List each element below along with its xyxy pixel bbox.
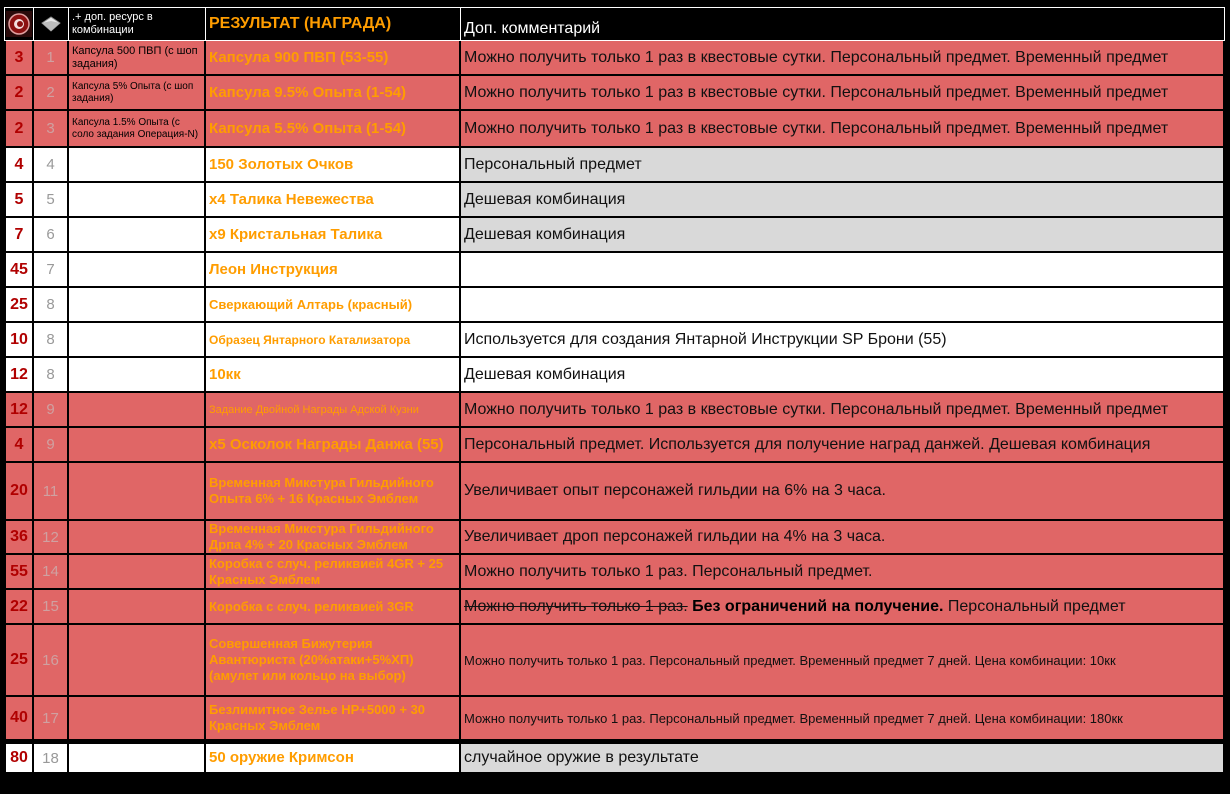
index-cell: 17	[34, 697, 69, 741]
reward-cell: Задание Двойной Награды Адской Кузни	[206, 393, 461, 428]
comment-cell: Персональный предмет. Используется для получение наград данжей. Дешевая комбинация	[461, 428, 1225, 463]
comment-cell: Увеличивает дроп персонажей гильдии на 4% на 3 часа.	[461, 521, 1225, 555]
header-comment: Доп. комментарий	[461, 7, 1225, 41]
comment-cell	[461, 590, 1225, 625]
header-result: РЕЗУЛЬТАТ (НАГРАДА)	[206, 7, 461, 41]
reward-cell: 10кк	[206, 358, 461, 393]
comment-cell: случайное оружие в результате	[461, 741, 1225, 774]
table-row	[4, 393, 1225, 428]
index-cell: 16	[34, 625, 69, 697]
extra-resource-cell	[69, 741, 206, 774]
cost-cell: 40	[4, 697, 34, 741]
reward-cell: Временная Микстура Гильдийного Опыта 6% + 16 Красных Эмблем	[206, 463, 461, 521]
index-cell: 5	[34, 183, 69, 218]
table-row	[4, 253, 1225, 288]
reward-cell: Леон Инструкция	[206, 253, 461, 288]
comment-cell: Персональный предмет	[461, 148, 1225, 183]
extra-resource-cell	[69, 521, 206, 555]
index-cell: 2	[34, 76, 69, 111]
reward-cell: Временная Микстура Гильдийного Дрпа 4% + 20 Красных Эмблем	[206, 521, 461, 555]
extra-resource-cell	[69, 358, 206, 393]
extra-resource-cell	[69, 697, 206, 741]
table-row	[4, 183, 1225, 218]
index-cell: 18	[34, 741, 69, 774]
comment-cell: Можно получить только 1 раз в квестовые сутки. Персональный предмет. Временный предмет	[461, 393, 1225, 428]
extra-resource-cell	[69, 463, 206, 521]
comment-cell: Используется для создания Янтарной Инструкции SP Брони (55)	[461, 323, 1225, 358]
index-cell: 15	[34, 590, 69, 625]
table-row	[4, 358, 1225, 393]
index-cell: 8	[34, 323, 69, 358]
index-cell: 1	[34, 41, 69, 76]
table-header-row	[4, 7, 1225, 41]
cost-cell: 10	[4, 323, 34, 358]
extra-resource-cell	[69, 183, 206, 218]
comment-cell: Дешевая комбинация	[461, 358, 1225, 393]
table-row	[4, 288, 1225, 323]
table-row	[4, 521, 1225, 555]
comment-cell: Увеличивает опыт персонажей гильдии на 6% на 3 часа.	[461, 463, 1225, 521]
cost-cell: 80	[4, 741, 34, 774]
cost-cell: 22	[4, 590, 34, 625]
extra-resource-cell	[69, 590, 206, 625]
index-cell: 7	[34, 253, 69, 288]
extra-resource-cell	[69, 555, 206, 590]
reward-cell: x5 Осколок Награды Данжа (55)	[206, 428, 461, 463]
reward-cell: Сверкающий Алтарь (красный)	[206, 288, 461, 323]
index-cell: 3	[34, 111, 69, 148]
table-row	[4, 323, 1225, 358]
table-row	[4, 41, 1225, 76]
reward-cell: 50 оружие Кримсон	[206, 741, 461, 774]
extra-resource-cell: Капсула 500 ПВП (с шоп задания)	[69, 41, 206, 76]
reward-cell: 150 Золотых Очков	[206, 148, 461, 183]
table-row	[4, 555, 1225, 590]
index-cell: 8	[34, 358, 69, 393]
crystal-icon	[38, 11, 64, 37]
table-row	[4, 590, 1225, 625]
cost-cell: 2	[4, 111, 34, 148]
reward-cell: Капсула 9.5% Опыта (1-54)	[206, 76, 461, 111]
header-crest-cell	[4, 7, 34, 41]
comment-cell: Можно получить только 1 раз в квестовые сутки. Персональный предмет. Временный предмет	[461, 76, 1225, 111]
extra-resource-cell	[69, 625, 206, 697]
extra-resource-cell	[69, 288, 206, 323]
extra-resource-cell: Капсула 1.5% Опыта (с соло задания Операция-N)	[69, 111, 206, 148]
table-row	[4, 463, 1225, 521]
extra-resource-cell	[69, 218, 206, 253]
comment-cell: Дешевая комбинация	[461, 218, 1225, 253]
index-cell: 11	[34, 463, 69, 521]
index-cell: 8	[34, 288, 69, 323]
extra-resource-cell	[69, 148, 206, 183]
table-row	[4, 218, 1225, 253]
cost-cell: 55	[4, 555, 34, 590]
header-crystal-cell	[34, 7, 69, 41]
extra-resource-cell	[69, 253, 206, 288]
comment-cell: Дешевая комбинация	[461, 183, 1225, 218]
reward-cell: Коробка с случ. реликвией 3GR	[206, 590, 461, 625]
cost-cell: 5	[4, 183, 34, 218]
index-cell: 14	[34, 555, 69, 590]
extra-resource-cell	[69, 323, 206, 358]
index-cell: 12	[34, 521, 69, 555]
comment-cell: Можно получить только 1 раз. Персональный предмет. Временный предмет 7 дней. Цена комбинации: 10кк	[461, 625, 1225, 697]
table-row	[4, 428, 1225, 463]
comment-cell: Можно получить только 1 раз. Персональный предмет.	[461, 555, 1225, 590]
comment-cell: Можно получить только 1 раз в квестовые сутки. Персональный предмет. Временный предмет	[461, 111, 1225, 148]
table-row	[4, 111, 1225, 148]
comment-tail: Персональный предмет	[947, 597, 1126, 615]
comment-cell: Можно получить только 1 раз в квестовые сутки. Персональный предмет. Временный предмет	[461, 41, 1225, 76]
cost-cell: 12	[4, 393, 34, 428]
cost-cell: 4	[4, 428, 34, 463]
extra-resource-cell	[69, 393, 206, 428]
comment-cell	[461, 253, 1225, 288]
reward-cell: x9 Кристальная Талика	[206, 218, 461, 253]
cost-cell: 12	[4, 358, 34, 393]
table-row	[4, 741, 1225, 774]
red-crest-icon	[6, 11, 32, 37]
cost-cell: 25	[4, 288, 34, 323]
reward-cell: Коробка с случ. реликвией 4GR + 25 Красных Эмблем	[206, 555, 461, 590]
cost-cell: 7	[4, 218, 34, 253]
cost-cell: 2	[4, 76, 34, 111]
index-cell: 9	[34, 393, 69, 428]
cost-cell: 45	[4, 253, 34, 288]
comment-strikethrough: Можно получить только 1 раз.	[464, 597, 688, 615]
cost-cell: 20	[4, 463, 34, 521]
comment-cell: Можно получить только 1 раз. Персональный предмет. Временный предмет 7 дней. Цена комбинации: 180кк	[461, 697, 1225, 741]
reward-cell: Капсула 5.5% Опыта (1-54)	[206, 111, 461, 148]
header-extra-resource: .+ доп. ресурс в комбинации	[69, 7, 206, 41]
table-row	[4, 148, 1225, 183]
reward-cell: Безлимитное Зелье HP+5000 + 30 Красных Эмблем	[206, 697, 461, 741]
table-row	[4, 76, 1225, 111]
cost-cell: 4	[4, 148, 34, 183]
reward-table	[4, 7, 1225, 774]
cost-cell: 25	[4, 625, 34, 697]
reward-cell: x4 Талика Невежества	[206, 183, 461, 218]
reward-cell: Совершенная Бижутерия Авантюриста (20%атаки+5%ХП)(амулет или кольцо на выбор)	[206, 625, 461, 697]
table-row	[4, 697, 1225, 741]
comment-cell	[461, 288, 1225, 323]
extra-resource-cell	[69, 428, 206, 463]
index-cell: 9	[34, 428, 69, 463]
index-cell: 4	[34, 148, 69, 183]
index-cell: 6	[34, 218, 69, 253]
extra-resource-cell: Капсула 5% Опыта (с шоп задания)	[69, 76, 206, 111]
reward-cell: Образец Янтарного Катализатора	[206, 323, 461, 358]
cost-cell: 36	[4, 521, 34, 555]
cost-cell: 3	[4, 41, 34, 76]
comment-bold: Без ограничений на получение.	[692, 597, 944, 615]
reward-cell: Капсула 900 ПВП (53-55)	[206, 41, 461, 76]
table-row	[4, 625, 1225, 697]
